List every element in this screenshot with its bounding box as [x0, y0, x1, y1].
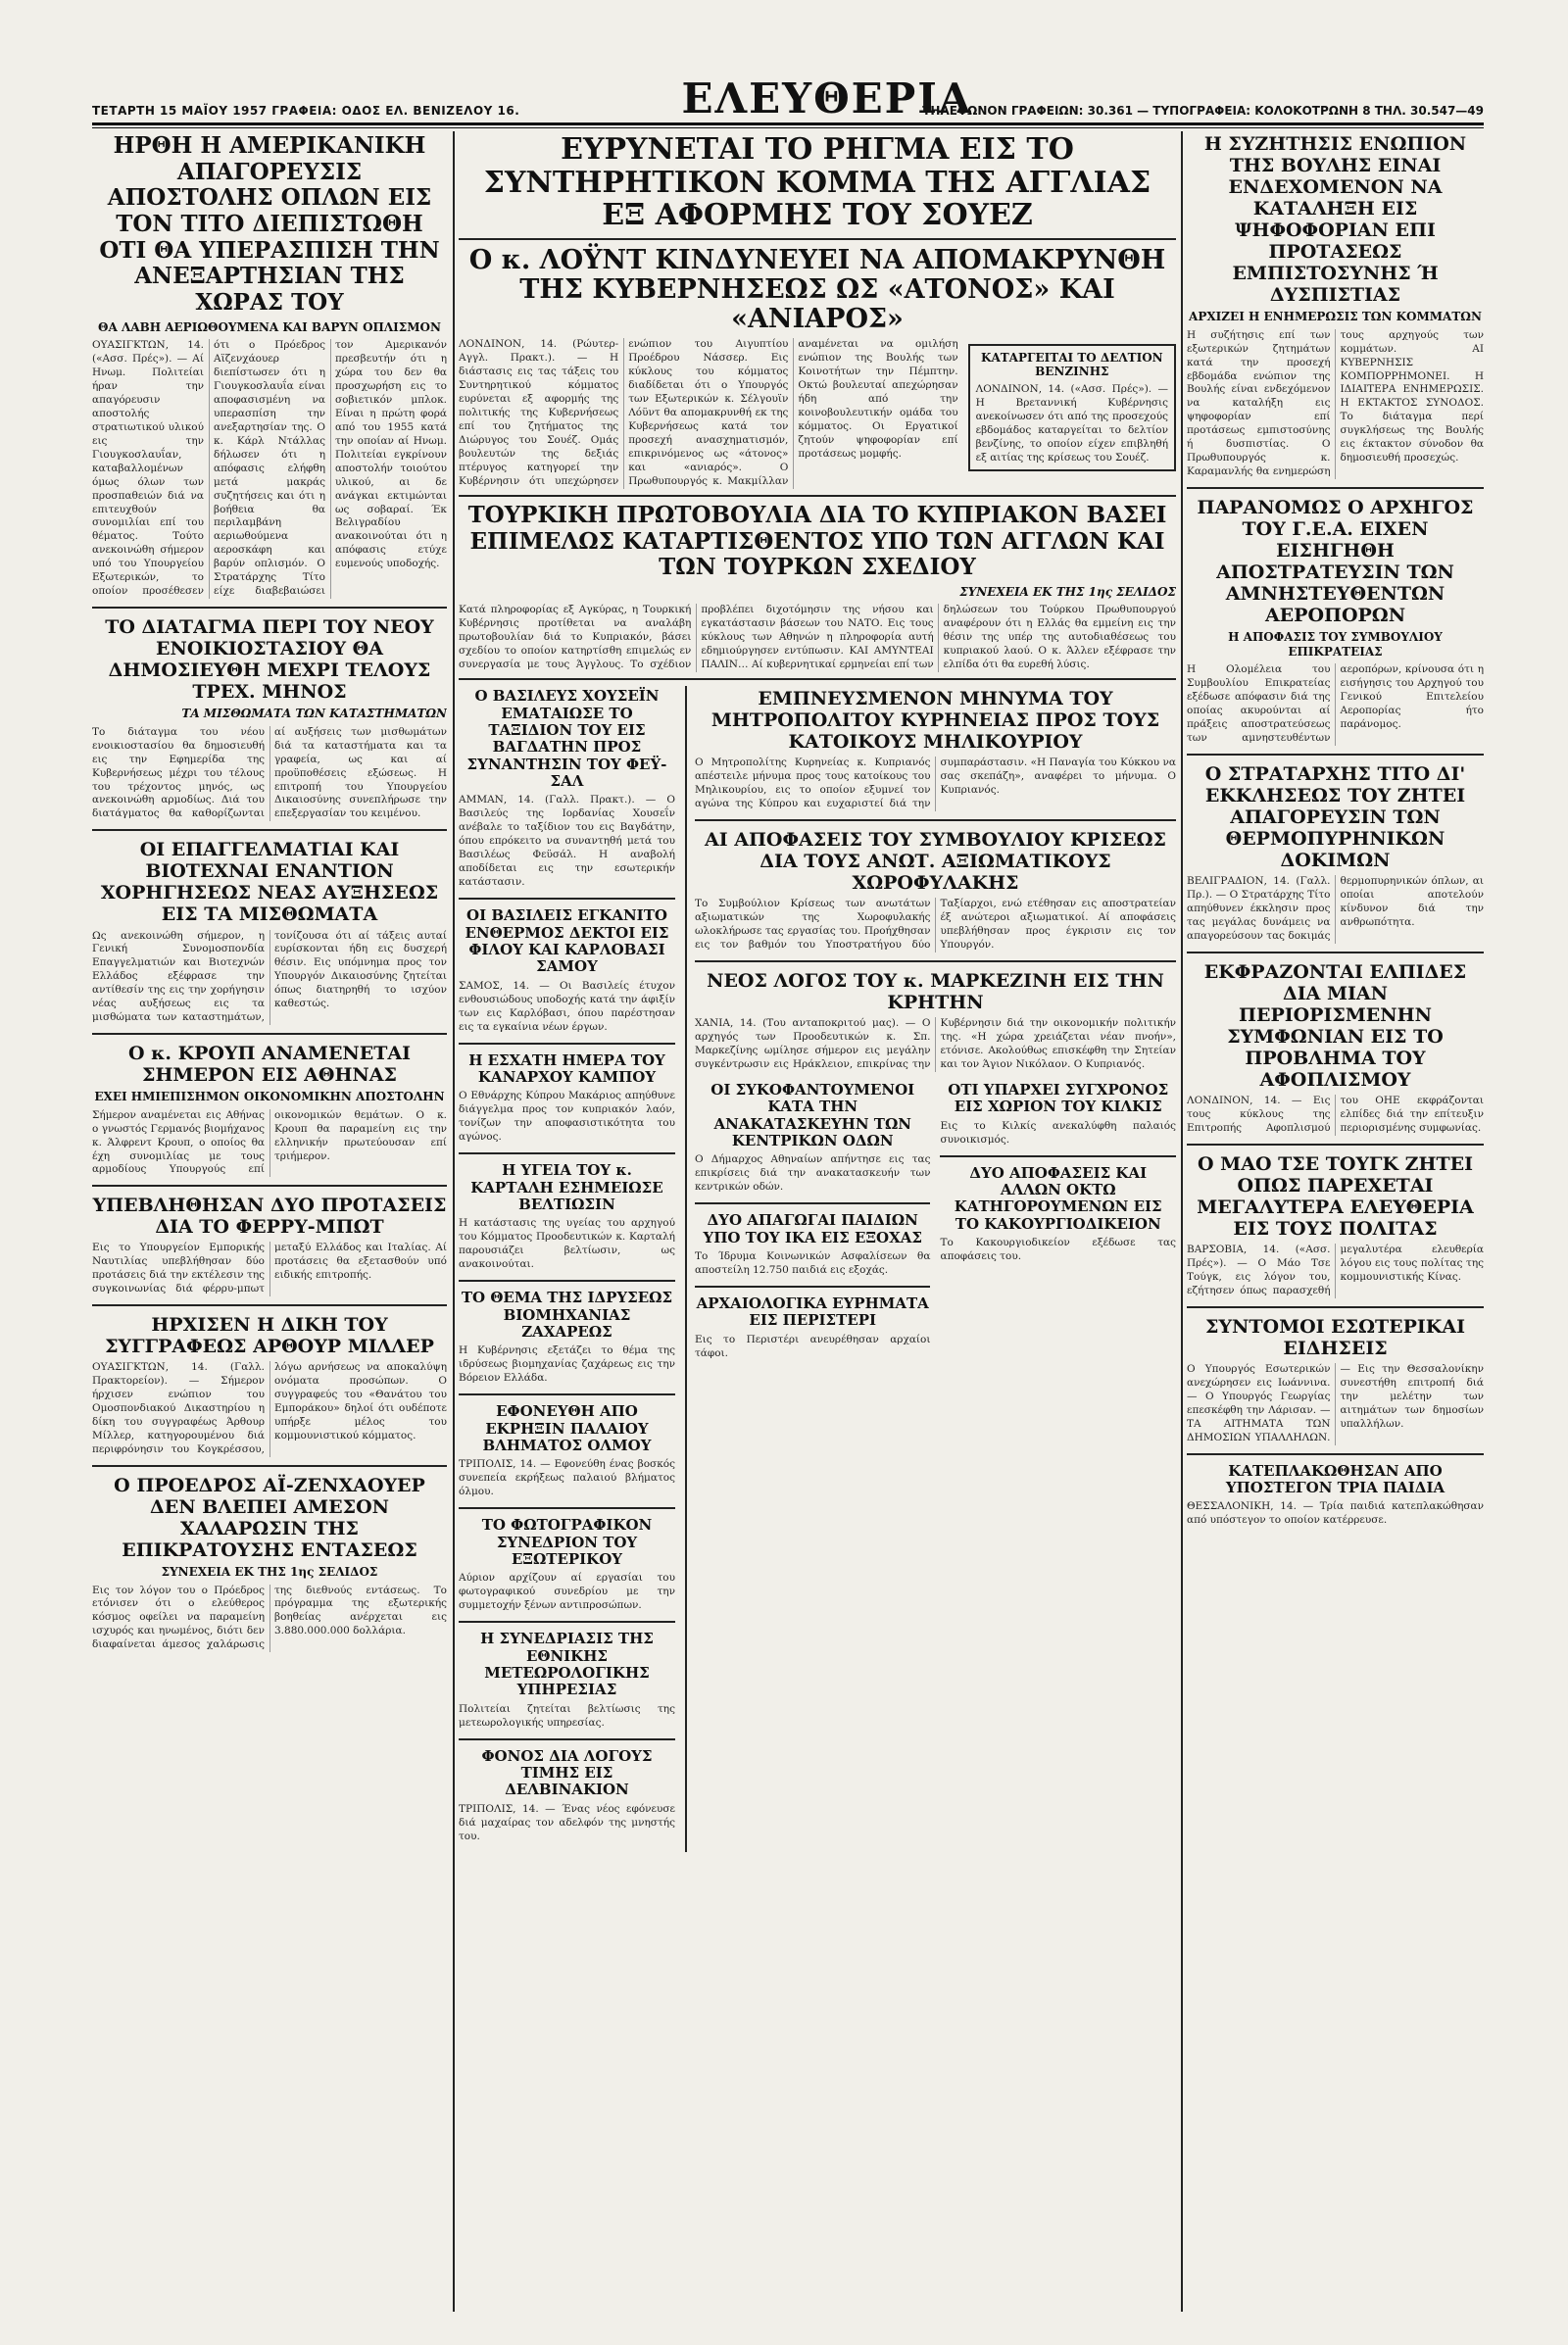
box-body: ΛΟΝΔΙΝΟΝ, 14. («Ασσ. Πρές»). — Η Βρεταννική Κυβέρνησις ανεκοίνωσεν ότι από της προσεχούς εβδομάδος καταργείται το δελτίον βενζίνης, το οποίον είχεν επιβληθή εξ αιτίας της κρίσεως του Σουέζ.	[975, 383, 1168, 464]
brief-article	[695, 1202, 931, 1278]
article-headline: ΗΡΧΙΣΕΝ Η ΔΙΚΗ ΤΟΥ ΣΥΓΓΡΑΦΕΩΣ ΑΡΘΟΥΡ ΜΙΛΛΕΡ	[105, 1314, 434, 1358]
brief-headline: ΔΥΟ ΑΠΟΦΑΣΕΙΣ ΚΑΙ ΑΛΛΩΝ ΟΚΤΩ ΚΑΤΗΓΟΡΟΥΜΕΝΩΝ ΕΙΣ ΤΟ ΚΑΚΟΥΡΓΙΟΔΙΚΕΙΟΝ	[954, 1163, 1162, 1233]
article-body: ΘΕΣΣΑΛΟΝΙΚΗ, 14. — Τρία παιδιά κατεπλακώθησαν από υπόστεγον το οποίον κατέρρευσε.	[1187, 1500, 1484, 1527]
middle-section	[459, 131, 1176, 2312]
petrol-ration-box	[968, 344, 1176, 471]
brief-body: ΤΡΙΠΟΛΙΣ, 14. — Ένας νέος εφόνευσε διά μαχαίρας τον αδελφόν της μνηστής του.	[459, 1802, 675, 1842]
article-body: ΧΑΝΙΑ, 14. (Του ανταποκριτού μας). — Ο αρχηγός των Προοδευτικών κ. Σπ. Μαρκεζίνης ωμίλησε σήμερον εις μεγάλην συγκέντρωσιν εις Ηράκλειον, επικρίνας την Κυβέρνησιν διά την οικονομικήν πολιτικήν της. «Η χώρα χρειάζεται νέαν πνοήν», ετόνισε. Ακολούθως επισκέφθη την Σητείαν και τον Άγιον Νικόλαον. Ο Κυπριανός.	[694, 1017, 1176, 1070]
article-headline: ΤΟ ΔΙΑΤΑΓΜΑ ΠΕΡΙ ΤΟΥ ΝΕΟΥ ΕΝΟΙΚΙΟΣΤΑΣΙΟΥ ΘΑ ΔΗΜΟΣΙΕΥΘΗ ΜΕΧΡΙ ΤΕΛΟΥΣ ΤΡΕΧ. ΜΗΝΟΣ	[105, 616, 434, 704]
article-ferry-boat	[92, 1185, 447, 1296]
brief-body: Ο Δήμαρχος Αθηναίων απήντησε εις τας επικρίσεις διά την ανακατασκευήν των κεντρικών οδών.	[694, 1153, 931, 1194]
brief-headline: ΦΟΝΟΣ ΔΙΑ ΛΟΓΟΥΣ ΤΙΜΗΣ ΕΙΣ ΔΕΛΒΙΝΑΚΙΟΝ	[481, 1746, 653, 1799]
brief-article	[940, 1082, 1176, 1148]
brief-body: Αύριον αρχίζουν αί εργασίαι του φωτογραφικού συνεδρίου με την συμμετοχήν ξένων αντιπροσώπων.	[459, 1572, 675, 1612]
masthead	[92, 74, 1484, 122]
brief-body: Εις το Κιλκίς ανεκαλύφθη παλαιός συνοικισμός.	[940, 1119, 1176, 1146]
brief-body: ΣΑΜΟΣ, 14. — Οι Βασιλείς έτυχον ενθουσιώδους υποδοχής κατά την άφιξίν των εις Καρλόβασι, όπου παρέστησαν εις τα εγκαίνια νέων έργων.	[459, 979, 675, 1033]
main-headline: ΕΥΡΥΝΕΤΑΙ ΤΟ ΡΗΓΜΑ ΕΙΣ ΤΟ ΣΥΝΤΗΡΗΤΙΚΟΝ ΚΟΜΜΑ ΤΗΣ ΑΓΓΛΙΑΣ ΕΞ ΑΦΟΡΜΗΣ ΤΟΥ ΣΟΥΕΖ	[483, 132, 1152, 233]
masthead-phones: ΤΗΛΕΦΩΝΟΝ ΓΡΑΦΕΙΩΝ: 30.361 — ΤΥΠΟΓΡΑΦΕΙΑ: ΚΟΛΟΚΟΤΡΩΝΗ 8 ΤΗΛ. 30.547—49	[922, 104, 1484, 118]
brief-headline: ΕΦΟΝΕΥΘΗ ΑΠΟ ΕΚΡΗΞΙΝ ΠΑΛΑΙΟΥ ΒΛΗΜΑΤΟΣ ΟΛΜΟΥ	[482, 1402, 652, 1454]
article-headline: Ο ΣΤΡΑΤΑΡΧΗΣ ΤΙΤΟ ΔΙ' ΕΚΚΛΗΣΕΩΣ ΤΟΥ ΖΗΤΕΙ ΑΠΑΓΟΡΕΥΣΙΝ ΤΩΝ ΘΕΡΜΟΠΥΡΗΝΙΚΩΝ ΔΟΚΙΜΩΝ	[1204, 762, 1466, 871]
brief-headline: Η ΕΣΧΑΤΗ ΗΜΕΡΑ ΤΟΥ ΚΑΝΑΡΧΟΥ ΚΑΜΠΟΥ	[468, 1050, 665, 1086]
section-rule	[459, 495, 1176, 497]
article-headline: Η ΣΥΖΗΤΗΣΙΣ ΕΝΩΠΙΟΝ ΤΗΣ ΒΟΥΛΗΣ ΕΙΝΑΙ ΕΝΔΕΧΟΜΕΝΟΝ ΝΑ ΚΑΤΑΛΗΞΗ ΕΙΣ ΨΗΦΟΦΟΡΙΑΝ ΕΠΙ ΠΡΟΤΑΣΕΩΣ ΕΜΠΙΣΤΟΣΥΝΗΣ Ή ΔΥΣΠΙΣΤΙΑΣ	[1203, 133, 1467, 307]
article-body: Ο Μητροπολίτης Κυρηνείας κ. Κυπριανός απέστειλε μήνυμα προς τους κατοίκους του Μηλικουρίου, εις το οποίον εξυμνεί τον αγώνα της Κύπρου και ευχαριστεί διά την συμπαράστασιν. «Η Παναγία του Κύκκου να σας σκεπάζη», αναφέρει το μήνυμα. Ο Κυπριανός.	[694, 757, 1176, 810]
section-rule	[459, 678, 1176, 680]
brief-article	[459, 1738, 675, 1844]
article-headline: ΕΜΠΝΕΥΣΜΕΝΟΝ ΜΗΝΥΜΑ ΤΟΥ ΜΗΤΡΟΠΟΛΙΤΟΥ ΚΥΡΗΝΕΙΑΣ ΠΡΟΣ ΤΟΥΣ ΚΑΤΟΙΚΟΥΣ ΜΗΛΙΚΟΥΡΙΟΥ	[710, 688, 1160, 754]
masthead-date-address: ΤΕΤΑΡΤΗ 15 ΜΑΪΟΥ 1957 ΓΡΑΦΕΙΑ: ΟΔΟΣ ΕΛ. ΒΕΝΙΖΕΛΟΥ 16.	[92, 104, 520, 118]
brief-article	[695, 1286, 931, 1361]
article-headline: Ο κ. ΚΡΟΥΠ ΑΝΑΜΕΝΕΤΑΙ ΣΗΜΕΡΟΝ ΕΙΣ ΑΘΗΝΑΣ	[127, 1043, 412, 1087]
article-body: ΟΥΑΣΙΓΚΤΩΝ, 14. (Γαλλ. Πρακτορείον). — Σήμερον ήρχισεν ενώπιον του Ομοσπονδιακού Δικαστηρίου η δίκη του συγγραφέως Άρθουρ Μίλλερ, κατηγορουμένου διά περιφρόνησιν του Κογκρέσσου, λόγω αρνήσεως να αποκαλύψη ονόματα προσώπων. Ο συγγραφεύς του «Θανάτου του Εμποράκου» δηλοί ότι ουδέποτε υπήρξε μέλος του κομμουνιστικού κόμματος.	[92, 1361, 447, 1456]
brief-body: Εις το Περιστέρι ανευρέθησαν αρχαίοι τάφοι.	[694, 1333, 931, 1359]
newspaper-title: ΕΛΕΥΘΕΡΙΑ	[681, 74, 973, 122]
article-miller-trial	[92, 1304, 447, 1457]
brief-body: ΤΡΙΠΟΛΙΣ, 14. — Εφονεύθη ένας βοσκός συνεπεία εκρήξεως παλαιού βλήματος όλμου.	[459, 1458, 675, 1498]
second-headline: Ο κ. ΛΟΫΝΤ ΚΙΝΔΥΝΕΥΕΙ ΝΑ ΑΠΟΜΑΚΡΥΝΘΗ ΤΗΣ ΚΥΒΕΡΝΗΣΕΩΣ ΩΣ «ΑΤΟΝΟΣ» ΚΑΙ «ΑΝΙΑΡΟΣ»	[468, 244, 1166, 335]
lead-story-body: ΛΟΝΔΙΝΟΝ, 14. (Ρώυτερ-Αγγλ. Πρακτ.). — Η διάστασις εις τας τάξεις του Συντηρητικού κόμματος ευρύνεται εξ αφορμής της πολιτικής της Κυβερνήσεως επί του ζητήματος της Διώρυγος του Σουέζ. Ομάς βουλευτών της δεξιάς πτέρυγος κατηγορεί την Κυβέρνησιν ότι υπεχώρησεν ενώπιον του Αιγυπτίου Προέδρου Νάσσερ. Εις κύκλους του κόμματος διαδίδεται ότι ο Υπουργός των Εξωτερικών κ. Σέλγουϊν Λόϋντ θα απομακρυνθή εκ της Κυβερνήσεως κατά τον προσεχή ανασχηματισμόν, επικρινόμενος ως «άτονος» και «ανιαρός». Ο Πρωθυπουργός κ. Μακμίλλαν αναμένεται να ομιλήση ενώπιον της Βουλής των Κοινοτήτων την Πέμπτην. Οκτώ βουλευταί απεχώρησαν ήδη από την κοινοβουλευτικήν ομάδα του κόμματος. Οι Εργατικοί ζητούν ψηφοφορίαν επί προτάσεως μομφής.	[459, 338, 958, 488]
article-disarmament	[1187, 952, 1484, 1136]
article-markezinis-crete	[695, 960, 1176, 1072]
column-divider-left	[453, 131, 455, 2312]
brief-headline: ΤΟ ΘΕΜΑ ΤΗΣ ΙΔΡΥΣΕΩΣ ΒΙΟΜΗΧΑΝΙΑΣ ΖΑΧΑΡΕΩΣ	[461, 1289, 673, 1341]
article-mao	[1187, 1144, 1484, 1298]
article-airforce-chief	[1187, 487, 1484, 746]
article-body: Το Συμβούλιον Κρίσεως των ανωτάτων αξιωματικών της Χωροφυλακής ωλοκλήρωσε τας εργασίας του. Προήχθησαν εις τον βαθμόν του Υποστρατήγου δύο Ταξίαρχοι, ενώ ετέθησαν εις αποστρατείαν έξ ανώτεροι αξιωματικοί. Αί αποφάσεις υπεβλήθησαν προς έγκρισιν εις τον Υπουργόν.	[694, 898, 1176, 951]
brief-article	[459, 1621, 675, 1730]
brief-article	[459, 1043, 675, 1146]
brief-headline: ΑΡΧΑΙΟΛΟΓΙΚΑ ΕΥΡΗΜΑΤΑ ΕΙΣ ΠΕΡΙΣΤΕΡΙ	[696, 1294, 929, 1330]
article-subheadline: ΤΑ ΜΙΣΘΩΜΑΤΑ ΤΩΝ ΚΑΤΑΣΤΗΜΑΤΩΝ	[181, 707, 447, 721]
article-body: ΒΕΛΙΓΡΑΔΙΟΝ, 14. (Γαλλ. Πρ.). — Ο Στρατάρχης Τίτο απηύθυνεν έκκλησιν προς τας μεγάλας δυνάμεις να απαγορεύσουν τας δοκιμάς θερμοπυρηνικών όπλων, αι οποίαι αποτελούν κίνδυνον διά την ανθρωπότητα.	[1187, 874, 1484, 942]
brief-article	[459, 898, 675, 1034]
brief-body: Η Κυβέρνησις εξετάζει το θέμα της ιδρύσεως βιομηχανίας ζαχάρεως εις την Βόρειον Ελλάδα.	[459, 1344, 675, 1385]
article-subheadline: ΣΥΝΕΧΕΙΑ ΕΚ ΤΗΣ 1ης ΣΕΛΙΔΟΣ	[161, 1565, 378, 1580]
brief-headline: ΟΙ ΣΥΚΟΦΑΝΤΟΥΜΕΝΟΙ ΚΑΤΑ ΤΗΝ ΑΝΑΚΑΤΑΣΚΕΥΗΝ ΤΩΝ ΚΕΝΤΡΙΚΩΝ ΟΔΩΝ	[710, 1080, 915, 1149]
article-headline: ΥΠΕΒΛΗΘΗΣΑΝ ΔΥΟ ΠΡΟΤΑΣΕΙΣ ΔΙΑ ΤΟ ΦΕΡΡΥ-ΜΠΩΤ	[92, 1195, 447, 1239]
article-headline: Ο ΠΡΟΕΔΡΟΣ ΑΪ-ΖΕΝΧΑΟΥΕΡ ΔΕΝ ΒΛΕΠΕΙ ΑΜΕΣΟΝ ΧΑΛΑΡΩΣΙΝ ΤΗΣ ΕΠΙΚΡΑΤΟΥΣΗΣ ΕΝΤΑΣΕΩΣ	[114, 1475, 425, 1562]
article-shed-collapse	[1187, 1453, 1484, 1529]
article-body: ΒΑΡΣΟΒΙΑ, 14. («Ασσ. Πρές»). — Ο Μάο Τσε Τούγκ, εις λόγον του, εζήτησεν όπως παρασχεθή μεγαλυτέρα ελευθερία λόγου εις τους πολίτας της κομμουνιστικής Κίνας.	[1187, 1243, 1484, 1296]
brief-article	[459, 1280, 675, 1386]
article-krupp	[92, 1033, 447, 1177]
lower-middle-row	[459, 686, 1176, 1852]
brief-headline: Ο ΒΑΣΙΛΕΥΣ ΧΟΥΣΕΪΝ ΕΜΑΤΑΙΩΣΕ ΤΟ ΤΑΞΙΔΙΟΝ ΤΟΥ ΕΙΣ ΒΑΓΔΑΤΗΝ ΠΡΟΣ ΣΥΝΑΝΤΗΣΙΝ ΤΟΥ ΦΕΫ-ΣΑΛ	[466, 687, 667, 791]
article-subheadline: ΘΑ ΛΑΒΗ ΑΕΡΙΩΘΟΥΜΕΝΑ ΚΑΙ ΒΑΡΥΝ ΟΠΛΙΣΜΟΝ	[98, 319, 441, 334]
article-headline: ΝΕΟΣ ΛΟΓΟΣ ΤΟΥ κ. ΜΑΡΚΕΖΙΝΗ ΕΙΣ ΤΗΝ ΚΡΗΤΗΝ	[707, 969, 1164, 1013]
article-headline: ΣΥΝΤΟΜΟΙ ΕΣΩΤΕΡΙΚΑΙ ΕΙΔΗΣΕΙΣ	[1205, 1315, 1465, 1359]
brief-headline: ΟΤΙ ΥΠΑΡΧΕΙ ΣΥΓΧΡΟΝΟΣ ΕΙΣ ΧΩΡΙΟΝ ΤΟΥ ΚΙΛΚΙΣ	[948, 1080, 1169, 1116]
brief-headline: Η ΣΥΝΕΔΡΙΑΣΙΣ ΤΗΣ ΕΘΝΙΚΗΣ ΜΕΤΕΩΡΟΛΟΓΙΚΗΣ ΥΠΗΡΕΣΙΑΣ	[480, 1630, 654, 1699]
article-body: Η συζήτησις επί των εξωτερικών ζητημάτων κατά την προσεχή εβδομάδα ενώπιον της Βουλής είναι ενδεχόμενον να καταλήξη εις ψηφοφορίαν επί προτάσεως εμπιστοσύνης ή δυσπιστίας. Ο Πρωθυπουργός κ. Καραμανλής θα ενημερώση τους αρχηγούς των κομμάτων. ΑΙ ΚΥΒΕΡΝΗΣΙΣ ΚΟΜΠΟΡΡΗΜΟΝΕΙ. Η ΙΔΙΑΙΤΕΡΑ ΕΝΗΜΕΡΩΣΙΣ. Η ΕΚΤΑΚΤΟΣ ΣΥΝΟΔΟΣ. Το διάταγμα περί συγκλήσεως της Βουλής εις έκτακτον σύνοδον θα δημοσιευθή προσεχώς.	[1187, 328, 1484, 478]
brief-article	[695, 1082, 931, 1195]
article-domestic-briefs	[1187, 1306, 1484, 1445]
brief-body: Ο Εθνάρχης Κύπρου Μακάριος απηύθυνε διάγγελμα προς τον κυπριακόν λαόν, τονίζων την αποφασιστικότητα του αγώνος.	[459, 1090, 675, 1144]
article-eisenhower-tension	[92, 1465, 447, 1652]
brief-body: ΑΜΜΑΝ, 14. (Γαλλ. Πρακτ.). — Ο Βασιλεύς της Ιορδανίας Χουσεΐν ανέβαλε το ταξίδιον του εις Βαγδάτην, όπου επρόκειτο να συναντηθή μετά του Βασιλέως Φεϋσάλ. Η αναβολή αποδίδεται εις την εσωτερικήν κατάστασιν.	[459, 794, 675, 889]
left-column	[92, 131, 447, 2312]
brief-body: Το Κακουργιοδικείον εξέδωσε τας αποφάσεις του.	[940, 1237, 1176, 1263]
box-headline: ΚΑΤΑΡΓΕΙΤΑΙ ΤΟ ΔΕΛΤΙΟΝ ΒΕΝΖΙΝΗΣ	[981, 351, 1163, 379]
right-column	[1187, 131, 1484, 2312]
brief-article	[940, 1155, 1176, 1264]
cyprus-body: Κατά πληροφορίας εξ Αγκύρας, η Τουρκική Κυβέρνησις προτίθεται να αναλάβη πρωτοβουλίαν διά το Κυπριακόν, βάσει σχεδίου το οποίον κατηρτίσθη επιμελώς εν συνεργασία με τους Άγγλους. Το σχέδιον προβλέπει διχοτόμησιν της νήσου και εγκατάστασιν βάσεων του ΝΑΤΟ. Εις τους κύκλους των Αθηνών η πληροφορία αυτή εδημιούργησεν εντύπωσιν. ΚΑΙ ΑΜΥΝΤΕΑΙ ΠΑΛΙΝ… Αί κυβερνητικαί ερμηνείαι επί των δηλώσεων του Τούρκου Πρωθυπουργού αναφέρουν ότι η Ελλάς θα εμμείνη εις την θέσιν της υπέρ της αυτοδιαθέσεως του κυπριακού λαού. Ο κ. Άλλεν εξέφρασε την ελπίδα ότι θα ευρεθή λύσις.	[459, 604, 1176, 671]
brief-article	[459, 1152, 675, 1272]
brief-article	[459, 1393, 675, 1499]
article-headline: ΠΑΡΑΝΟΜΩΣ Ο ΑΡΧΗΓΟΣ ΤΟΥ Γ.Ε.Α. ΕΙΧΕΝ ΕΙΣΗΓΗΘΗ ΑΠΟΣΤΡΑΤΕΥΣΙΝ ΤΩΝ ΑΜΝΗΣΤΕΥΘΕΝΤΩΝ ΑΕΡΟΠΟΡΩΝ	[1197, 497, 1474, 627]
headline-rule	[459, 238, 1176, 240]
article-subheadline: ΕΧΕΙ ΗΜΙΕΠΙΣΗΜΟΝ ΟΙΚΟΝΟΜΙΚΗΝ ΑΠΟΣΤΟΛΗΝ	[94, 1090, 445, 1104]
brief-headline: ΔΥΟ ΑΠΑΓΩΓΑΙ ΠΑΙΔΙΩΝ ΥΠΟ ΤΟΥ ΙΚΑ ΕΙΣ ΕΞΟΧΑΣ	[703, 1211, 922, 1246]
brief-article	[459, 1507, 675, 1613]
article-parliament-vote	[1187, 133, 1484, 479]
article-subheadline: Η ΑΠΟΦΑΣΙΣ ΤΟΥ ΣΥΜΒΟΥΛΙΟΥ ΕΠΙΚΡΑΤΕΙΑΣ	[1228, 630, 1443, 659]
brief-headline: Η ΥΓΕΙΑ ΤΟΥ κ. ΚΑΡΤΑΛΗ ΕΣΗΜΕΙΩΣΕ ΒΕΛΤΙΩΣΙΝ	[470, 1161, 663, 1213]
article-body: ΟΥΑΣΙΓΚΤΩΝ, 14. («Ασσ. Πρές»). — Αί Ηνωμ. Πολιτείαι ήραν την απαγόρευσιν αποστολής στρατιωτικού υλικού εις την Γιουγκοσλαυΐαν, καταβαλλομένων όμως όλων των προσπαθειών διά να επιτευχθούν συνομιλίαι επί του θέματος. Τούτο ανεκοινώθη σήμερον υπό του Υπουργείου Εξωτερικών, το οποίον προσέθεσεν ότι ο Πρόεδρος Αϊζενχάουερ διεπίστωσεν ότι η Γιουγκοσλαυΐα είναι αποφασισμένη να υπερασπίση την ανεξαρτησίαν της. Ο κ. Κάρλ Ντάλλας δήλωσεν ότι η απόφασις ελήφθη μετά μακράς συζητήσεις και ότι η βοήθεια θα περιλαμβάνη αεριωθούμενα αεροσκάφη και βαρύν οπλισμόν. Ο Στρατάρχης Τίτο είχε διαβεβαιώσει τον Αμερικανόν πρεσβευτήν ότι η χώρα του δεν θα προσχωρήση εις το σοβιετικόν μπλοκ. Είναι η πρώτη φορά από του 1955 κατά την οποίαν αί Ηνωμ. Πολιτείαι εγκρίνουν αποστολήν τοιούτου υλικού, αι δε ανάγκαι εκτιμώνται ως σοβαραί. Έκ Βελιγραδίου ανακοινούται ότι η απόφασις ετύχε ευμενούς υποδοχής.	[92, 339, 447, 598]
article-tito-nuclear	[1187, 754, 1484, 944]
masthead-rule	[92, 122, 1484, 125]
article-professionals-rents	[92, 829, 447, 1025]
article-headline: ΕΚΦΡΑΖΟΝΤΑΙ ΕΛΠΙΔΕΣ ΔΙΑ ΜΙΑΝ ΠΕΡΙΟΡΙΣΜΕΝΗΝ ΣΥΜΦΩΝΙΑΝ ΕΙΣ ΤΟ ΠΡΟΒΛΗΜΑ ΤΟΥ ΑΦΟΠΛΙΣΜΟΥ	[1203, 960, 1467, 1091]
brief-body: Η κατάστασις της υγείας του αρχηγού του Κόμματος Προοδευτικών κ. Καρταλή παρουσιάζει βελτίωσιν, ως ανακοινούται.	[459, 1217, 675, 1271]
cyprus-headline: ΤΟΥΡΚΙΚΗ ΠΡΩΤΟΒΟΥΛΙΑ ΔΙΑ ΤΟ ΚΥΠΡΙΑΚΟΝ ΒΑΣΕΙ ΕΠΙΜΕΛΩΣ ΚΑΤΑΡΤΙΣΘΕΝΤΟΣ ΥΠΟ ΤΩΝ ΑΓΓΛΩΝ ΚΑΙ ΤΩΝ ΤΟΥΡΚΩΝ ΣΧΕΔΙΟΥ	[467, 501, 1167, 581]
article-body: Εις το Υπουργείον Εμπορικής Ναυτιλίας υπεβλήθησαν δύο προτάσεις διά την εκτέλεσιν της συγκοινωνίας διά φέρρυ-μπωτ μεταξύ Ελλάδος και Ιταλίας. Αί προτάσεις θα εξετασθούν υπό ειδικής επιτροπής.	[92, 1242, 447, 1295]
article-body: Το διάταγμα του νέου ενοικιοστασίου θα δημοσιευθή εις την Εφημερίδα της Κυβερνήσεως μέχρι του τέλους του τρέχοντος μηνός, ως ανεκοινώθη αρμοδίως. Διά του διατάγματος θα καθορίζωνται αί αυξήσεις των μισθωμάτων διά τα καταστήματα και τα γραφεία, ως και αί προϋποθέσεις εξώσεως. Η επιτροπή του Υπουργείου Δικαιοσύνης συνεπλήρωσε την επεξεργασίαν του κειμένου.	[92, 725, 447, 820]
small-briefs-row	[695, 1080, 1176, 1369]
brief-body: Πολιτείαι ζητείται βελτίωσις της μετεωρολογικής υπηρεσίας.	[459, 1702, 675, 1729]
article-headline: ΟΙ ΕΠΑΓΓΕΛΜΑΤΙΑΙ ΚΑΙ ΒΙΟΤΕΧΝΑΙ ΕΝΑΝΤΙΟΝ ΧΟΡΗΓΗΣΕΩΣ ΝΕΑΣ ΑΥΞΗΣΕΩΣ ΕΙΣ ΤΑ ΜΙΣΘΩΜΑΤΑ	[100, 839, 439, 926]
middle-right-subcolumn	[685, 686, 1176, 1852]
column-divider-right	[1181, 131, 1183, 2312]
lead-story-row	[459, 338, 1176, 488]
cyprus-subheadline: ΣΥΝΕΧΕΙΑ ΕΚ ΤΗΣ 1ης ΣΕΛΙΔΟΣ	[959, 584, 1176, 599]
article-kyrenia-message	[695, 688, 1176, 811]
article-rent-decree	[92, 607, 447, 821]
middle-left-subcolumn	[459, 686, 675, 1852]
article-gendarmerie-council	[695, 819, 1176, 953]
article-body: Εις τον λόγον του ο Πρόεδρος ετόνισεν ότι ο ελεύθερος κόσμος οφείλει να παραμείνη ισχυρός και ηνωμένος, διότι δεν διαφαίνεται άμεσος χαλάρωσις της διεθνούς εντάσεως. Το πρόγραμμα της εξωτερικής βοηθείας ανέρχεται εις 3.880.000.000 δολλάρια.	[92, 1584, 447, 1651]
article-headline: ΚΑΤΕΠΛΑΚΩΘΗΣΑΝ ΑΠΟ ΥΠΟΣΤΕΓΟΝ ΤΡΙΑ ΠΑΙΔΙΑ	[1225, 1461, 1446, 1496]
article-body: Ο Υπουργός Εσωτερικών ανεχώρησεν εις Ιωάννινα. — Ο Υπουργός Γεωργίας επεσκέφθη την Λάρισαν. — ΤΑ ΑΙΤΗΜΑΤΑ ΤΩΝ ΔΗΜΟΣΙΩΝ ΥΠΑΛΛΗΛΩΝ. — Εις την Θεσσαλονίκην συνεστήθη επιτροπή διά την μελέτην των αιτημάτων των δημοσίων υπαλλήλων.	[1187, 1362, 1484, 1443]
article-body: Σήμερον αναμένεται εις Αθήνας ο γνωστός Γερμανός βιομήχανος κ. Άλφρεντ Κρουπ, ο οποίος θα έχη συνομιλίας με τους αρμοδίους Υπουργούς επί οικονομικών θεμάτων. Ο κ. Κρουπ θα παραμείνη εις την ελληνικήν πρωτεύουσαν επί τριήμερον.	[92, 1108, 447, 1176]
article-headline: Ο ΜΑΟ ΤΣΕ ΤΟΥΓΚ ΖΗΤΕΙ ΟΠΩΣ ΠΑΡΕΧΕΤΑΙ ΜΕΓΑΛΥΤΕΡΑ ΕΛΕΥΘΕΡΙΑ ΕΙΣ ΤΟΥΣ ΠΟΛΙΤΑΣ	[1197, 1152, 1474, 1240]
article-tito-arms	[92, 133, 447, 599]
brief-headline: ΤΟ ΦΩΤΟΓΡΑΦΙΚΟΝ ΣΥΝΕΔΡΙΟΝ ΤΟΥ ΕΞΩΤΕΡΙΚΟΥ	[481, 1516, 653, 1568]
article-body: Ως ανεκοινώθη σήμερον, η Γενική Συνομοσπονδία Επαγγελματιών και Βιοτεχνών Ελλάδος εξέφρασε την αντίθεσίν της εις την χορήγησιν νέας αυξήσεως εις τα μισθώματα των καταστημάτων, τονίζουσα ότι αί τάξεις αυταί ευρίσκονται ήδη εις δυσχερή θέσιν. Εις υπόμνημα προς τον Υπουργόν Δικαιοσύνης ζητείται όπως διατηρηθή το ισχύον καθεστώς.	[92, 929, 447, 1024]
brief-article	[459, 688, 675, 890]
article-subheadline: ΑΡΧΙΖΕΙ Η ΕΝΗΜΕΡΩΣΙΣ ΤΩΝ ΚΟΜΜΑΤΩΝ	[1189, 310, 1482, 324]
brief-body: Το Ίδρυμα Κοινωνικών Ασφαλίσεων θα αποστείλη 12.750 παιδιά εις εξοχάς.	[694, 1250, 931, 1276]
article-body: ΛΟΝΔΙΝΟΝ, 14. — Εις τους κύκλους της Επιτροπής Αφοπλισμού του ΟΗΕ εκφράζονται ελπίδες διά την επίτευξιν περιορισμένης συμφωνίας.	[1187, 1094, 1484, 1134]
article-headline: ΑΙ ΑΠΟΦΑΣΕΙΣ ΤΟΥ ΣΥΜΒΟΥΛΙΟΥ ΚΡΙΣΕΩΣ ΔΙΑ ΤΟΥΣ ΑΝΩΤ. ΑΞΙΩΜΑΤΙΚΟΥΣ ΧΩΡΟΦΥΛΑΚΗΣ	[704, 829, 1166, 895]
brief-headline: ΟΙ ΒΑΣΙΛΕΙΣ ΕΓΚΑΝΙΤΟ ΕΝΘΕΡΜΟΣ ΔΕΚΤΟΙ ΕΙΣ ΦΙΛΟΥ ΚΑΙ ΚΑΡΛΟΒΑΣΙ ΣΑΜΟΥ	[465, 906, 669, 976]
article-headline: ΗΡΘΗ Η ΑΜΕΡΙΚΑΝΙΚΗ ΑΠΑΓΟΡΕΥΣΙΣ ΑΠΟΣΤΟΛΗΣ ΟΠΛΩΝ ΕΙΣ ΤΟΝ ΤΙΤΟ ΔΙΕΠΙΣΤΩΘΗ ΟΤΙ ΘΑ ΥΠΕΡΑΣΠΙΣΗ ΤΗΝ ΑΝΕΞΑΡΤΗΣΙΑΝ ΤΗΣ ΧΩΡΑΣ ΤΟΥ	[99, 132, 440, 317]
article-body: Η Ολομέλεια του Συμβουλίου Επικρατείας εξέδωσε απόφασιν διά της οποίας ακυρούνται αί πράξεις αποστρατεύσεως των αμνηστευθέντων αεροπόρων, κρίνουσα ότι η εισήγησις του Αρχηγού του Γενικού Επιτελείου Αεροπορίας ήτο παράνομος.	[1187, 663, 1484, 744]
masthead-rule-thin	[92, 127, 1484, 128]
